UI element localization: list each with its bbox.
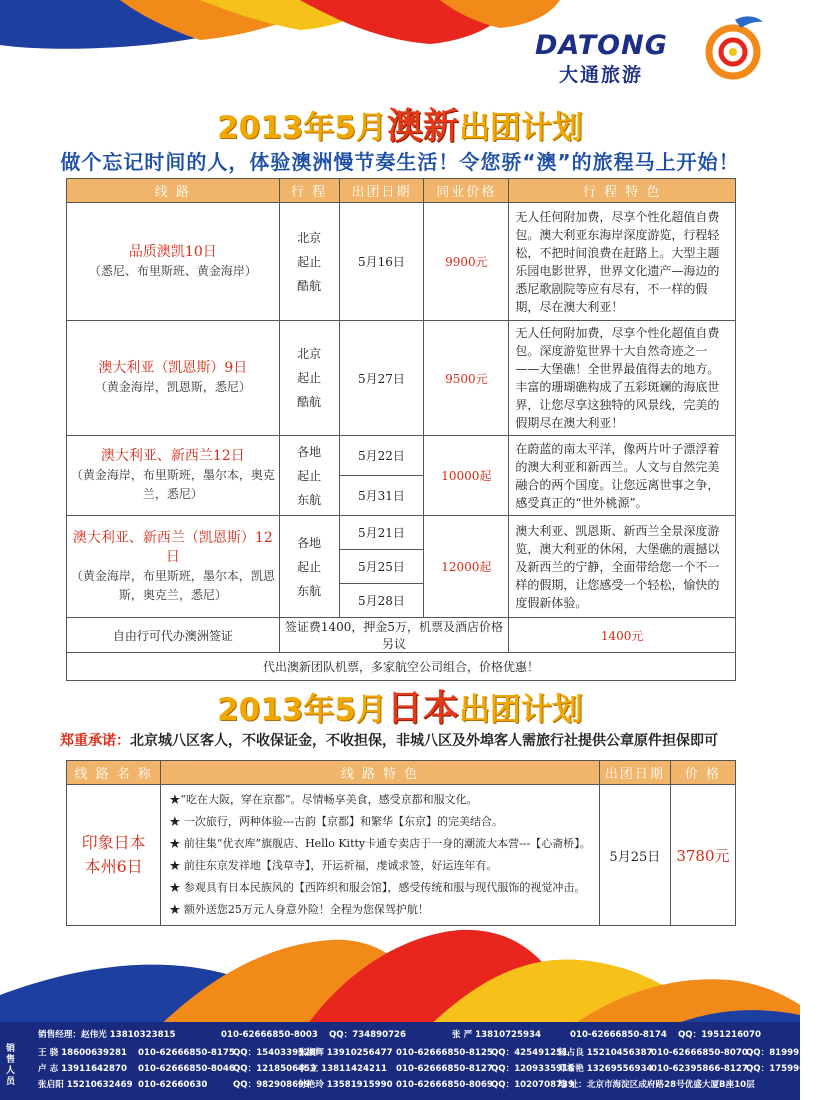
price-cell: 10000起 bbox=[424, 436, 509, 516]
title2-prefix: 2013年5月 bbox=[217, 692, 387, 728]
trip-line: 起止 bbox=[297, 371, 322, 385]
title1-highlight: 澳新 bbox=[386, 106, 459, 147]
feature-item: ★ 一次旅行，两种体验---古韵【京都】和繁华【东京】的完美结合。 bbox=[169, 815, 503, 828]
footer-row bbox=[38, 1028, 761, 1040]
route-name: 澳大利亚、新西兰（凯恩斯）12日 bbox=[72, 529, 273, 565]
promise-text: 北京城八区客人，不收保证金，不收担保，非城八区及外埠客人需旅行社提供公章原件担保即可 bbox=[130, 733, 718, 749]
header-price: 价 格 bbox=[670, 761, 735, 785]
date-cell: 5月27日 bbox=[339, 321, 424, 436]
logo-text-en: DATONG bbox=[535, 30, 668, 61]
contact-name: 付艳玲 13581915990 bbox=[298, 1080, 393, 1090]
date-cell: 5月22日 bbox=[339, 436, 424, 476]
header-route-name: 线 路 名 称 bbox=[67, 761, 161, 785]
price-cell: 9900元 bbox=[424, 203, 509, 321]
header-trip: 行 程 bbox=[279, 179, 339, 203]
contact-qq: QQ：1218506453 bbox=[233, 1064, 317, 1074]
contact-qq: QQ：734890726 bbox=[329, 1030, 407, 1040]
contact-qq: QQ：819993943 bbox=[746, 1048, 824, 1058]
contact-name: 卢 志 13911642870 bbox=[38, 1064, 127, 1074]
logo-swirl-icon bbox=[695, 12, 765, 82]
contact-name: 张淑辉 13910256477 bbox=[298, 1048, 393, 1058]
contact-qq: QQ：1951216070 bbox=[678, 1030, 762, 1040]
table-row bbox=[67, 321, 736, 436]
feature-item: ★“吃在大阪，穿在京都”。尽情畅享美食，感受京都和服文化。 bbox=[169, 793, 478, 806]
australia-route-table bbox=[66, 178, 736, 681]
visa-row bbox=[67, 618, 736, 653]
trip-line: 起止 bbox=[297, 559, 322, 574]
date-cell: 5月25日 bbox=[339, 550, 424, 584]
contact-qq: QQ：425491251 bbox=[491, 1048, 569, 1058]
contact-qq: QQ：1759960895 bbox=[746, 1064, 829, 1074]
contact-phone: 010-62666850-8046 bbox=[138, 1064, 235, 1074]
trip-line: 各地 bbox=[297, 444, 322, 459]
footer-row bbox=[38, 1062, 829, 1074]
table-row bbox=[67, 516, 736, 550]
contact-qq: QQ：1540339328 bbox=[233, 1048, 317, 1058]
header-date: 出团日期 bbox=[339, 179, 424, 203]
table-header-row bbox=[67, 761, 736, 785]
table-row bbox=[67, 436, 736, 476]
trip-line: 北京 bbox=[297, 230, 322, 245]
route-name-cell bbox=[67, 516, 280, 618]
contact-name: 张启阳 15210632469 bbox=[38, 1080, 133, 1090]
feature-cell: 无人任何附加费，尽享个性化超值自费包。深度游览世界十大自然奇迹之一——大堡礁！全世界最值得去的地方。丰富的珊瑚礁构成了五彩斑斓的海底世界，让您尽享这独特的风景线，完美的假期尽在澳大利亚！ bbox=[509, 321, 736, 436]
visa-label: 自由行可代办澳洲签证 bbox=[67, 618, 280, 653]
feature-cell: 澳大利亚、凯恩斯、新西兰全景深度游览，澳大利亚的休闲，大堡礁的震撼以及新西兰的宁静，全面带给您一个不一样的假期，让您感受一个轻松，愉快的度假新体验。 bbox=[509, 516, 736, 618]
route-cities: （黄金海岸，布里斯班，墨尔本，凯恩斯，奥克兰，悉尼） bbox=[70, 568, 275, 602]
route-name-line: 本州6日 bbox=[84, 857, 143, 876]
route-cities: （黄金海岸，凯恩斯，悉尼） bbox=[94, 380, 251, 394]
contact-phone: 010-62666850-8125 bbox=[396, 1048, 493, 1058]
title1-suffix: 出团计划 bbox=[458, 110, 583, 146]
footer-side-label: 销售人员 bbox=[6, 1044, 16, 1087]
header-route: 线 路 bbox=[67, 179, 280, 203]
contact-name: 邓希艳 13269556934 bbox=[558, 1064, 653, 1074]
header-feature: 行 程 特 色 bbox=[509, 179, 736, 203]
contact-qq: QQ：982908699 bbox=[233, 1080, 311, 1090]
header-route-feature: 线 路 特 色 bbox=[161, 761, 599, 785]
contact-phone: 010-62660630 bbox=[138, 1080, 208, 1090]
title2-highlight: 日本 bbox=[386, 688, 459, 729]
contact-phone: 010-62666850-8069 bbox=[396, 1080, 493, 1090]
date-cell: 5月25日 bbox=[599, 785, 670, 926]
japan-plan-title bbox=[0, 680, 800, 731]
promise-label: 郑重承诺： bbox=[60, 733, 130, 749]
route-name-cell bbox=[67, 436, 280, 516]
visa-price: 1400元 bbox=[509, 618, 736, 653]
route-name-cell bbox=[67, 203, 280, 321]
ticket-note: 代出澳新团队机票，多家航空公司组合，价格优惠！ bbox=[67, 653, 736, 681]
logo-text-cn: 大通旅游 bbox=[559, 64, 644, 86]
slogan: 做个忘记时间的人，体验澳洲慢节奏生活！令您骄“澳”的旅程马上开始！ bbox=[60, 150, 740, 174]
datong-logo bbox=[535, 12, 765, 87]
contact-phone: 010-62395866-8127 bbox=[651, 1064, 748, 1074]
trip-cell bbox=[279, 516, 339, 618]
sales-contact-footer bbox=[0, 1022, 829, 1100]
contact-name: 王 骁 18600639281 bbox=[38, 1048, 127, 1058]
japan-route-table bbox=[66, 760, 736, 926]
price-cell: 3780元 bbox=[670, 785, 735, 926]
date-cell: 5月31日 bbox=[339, 476, 424, 516]
contact-qq: QQ：1020708739 bbox=[491, 1080, 575, 1090]
trip-line: 酷航 bbox=[297, 278, 322, 293]
feature-list bbox=[161, 785, 599, 926]
trip-line: 北京 bbox=[297, 347, 322, 361]
table-header-row bbox=[67, 179, 736, 203]
trip-cell bbox=[279, 321, 339, 436]
price-cell: 12000起 bbox=[424, 516, 509, 618]
footer-row bbox=[38, 1078, 755, 1090]
date-cell: 5月21日 bbox=[339, 516, 424, 550]
visa-note: 签证费1400，押金5万，机票及酒店价格另议 bbox=[279, 618, 509, 653]
feature-item: ★ 前往集“优衣库”旗舰店、Hello Kitty卡通专卖店于一身的潮流大本营---【心斋桥】。 bbox=[169, 837, 591, 850]
footer-row bbox=[38, 1046, 823, 1058]
company-address: 地 址：北京市海淀区成府路28号优盛大厦B座10层 bbox=[558, 1080, 755, 1090]
contact-name: 销售经理：赵伟光 13810323815 bbox=[38, 1030, 176, 1040]
trip-line: 东航 bbox=[297, 583, 322, 598]
route-cities: （悉尼、布里斯班、黄金海岸） bbox=[88, 263, 257, 278]
contact-phone: 010-62666850-8003 bbox=[221, 1030, 318, 1040]
australia-plan-title bbox=[0, 98, 800, 149]
feature-cell: 无人任何附加费，尽享个性化超值自费包。澳大利亚东海岸深度游览，行程轻松，不把时间浪费在赶路上。大型主题乐园电影世界，世界文化遗产—海边的悉尼歌剧院等应有尽有，不一样的假期，尽在澳大利亚！ bbox=[509, 203, 736, 321]
trip-line: 酷航 bbox=[297, 395, 322, 409]
price-cell: 9500元 bbox=[424, 321, 509, 436]
feature-item: ★ 参观具有日本民族风的【西阵织和服会馆】，感受传统和服与现代服饰的视觉冲击。 bbox=[169, 881, 586, 894]
feature-cell: 在蔚蓝的南太平洋，像两片叶子漂浮着的澳大利亚和新西兰。人文与自然完美融合的两个国度。让您远离世事之争，感受真正的“世外桃源”。 bbox=[509, 436, 736, 516]
contact-phone: 010-62666850-8070 bbox=[651, 1048, 748, 1058]
contact-phone: 010-62666850-8175 bbox=[138, 1048, 235, 1058]
route-name: 品质澳凯10日 bbox=[128, 243, 217, 260]
trip-line: 各地 bbox=[297, 535, 322, 550]
contact-phone: 010-62666850-8127 bbox=[396, 1064, 493, 1074]
route-name-cell bbox=[67, 785, 161, 926]
route-name: 澳大利亚（凯恩斯）9日 bbox=[98, 360, 248, 376]
route-name-line: 印象日本 bbox=[81, 833, 146, 852]
contact-name: 李 立 13811424211 bbox=[298, 1064, 387, 1074]
contact-qq: QQ：1209335916 bbox=[491, 1064, 575, 1074]
feature-item: ★ 额外送您25万元人身意外险！全程为您保驾护航！ bbox=[169, 903, 429, 916]
title2-suffix: 出团计划 bbox=[458, 692, 583, 728]
trip-line: 起止 bbox=[297, 254, 322, 269]
trip-cell bbox=[279, 436, 339, 516]
route-name-cell bbox=[67, 321, 280, 436]
table-row bbox=[67, 785, 736, 926]
header-price: 同业价格 bbox=[424, 179, 509, 203]
trip-line: 起止 bbox=[297, 468, 322, 483]
trip-line: 东航 bbox=[297, 492, 322, 507]
route-cities: （黄金海岸，布里斯班，墨尔本，奥克兰，悉尼） bbox=[70, 468, 275, 501]
title1-prefix: 2013年5月 bbox=[217, 110, 387, 146]
bottom-wave-decoration bbox=[0, 925, 800, 1035]
promise-statement bbox=[60, 730, 780, 750]
contact-phone: 010-62666850-8174 bbox=[570, 1030, 667, 1040]
route-name: 澳大利亚、新西兰12日 bbox=[100, 448, 245, 464]
date-cell: 5月28日 bbox=[339, 584, 424, 618]
header-date: 出团日期 bbox=[599, 761, 670, 785]
feature-item: ★ 前往东京发祥地【浅草寺】，开运祈福，虔诚求签，好运连年有。 bbox=[169, 859, 498, 872]
table-row bbox=[67, 203, 736, 321]
contact-name: 杨占良 15210456387 bbox=[558, 1048, 653, 1058]
note-row bbox=[67, 653, 736, 681]
contact-name: 张 严 13810725934 bbox=[452, 1030, 541, 1040]
trip-cell bbox=[279, 203, 339, 321]
date-cell: 5月16日 bbox=[339, 203, 424, 321]
